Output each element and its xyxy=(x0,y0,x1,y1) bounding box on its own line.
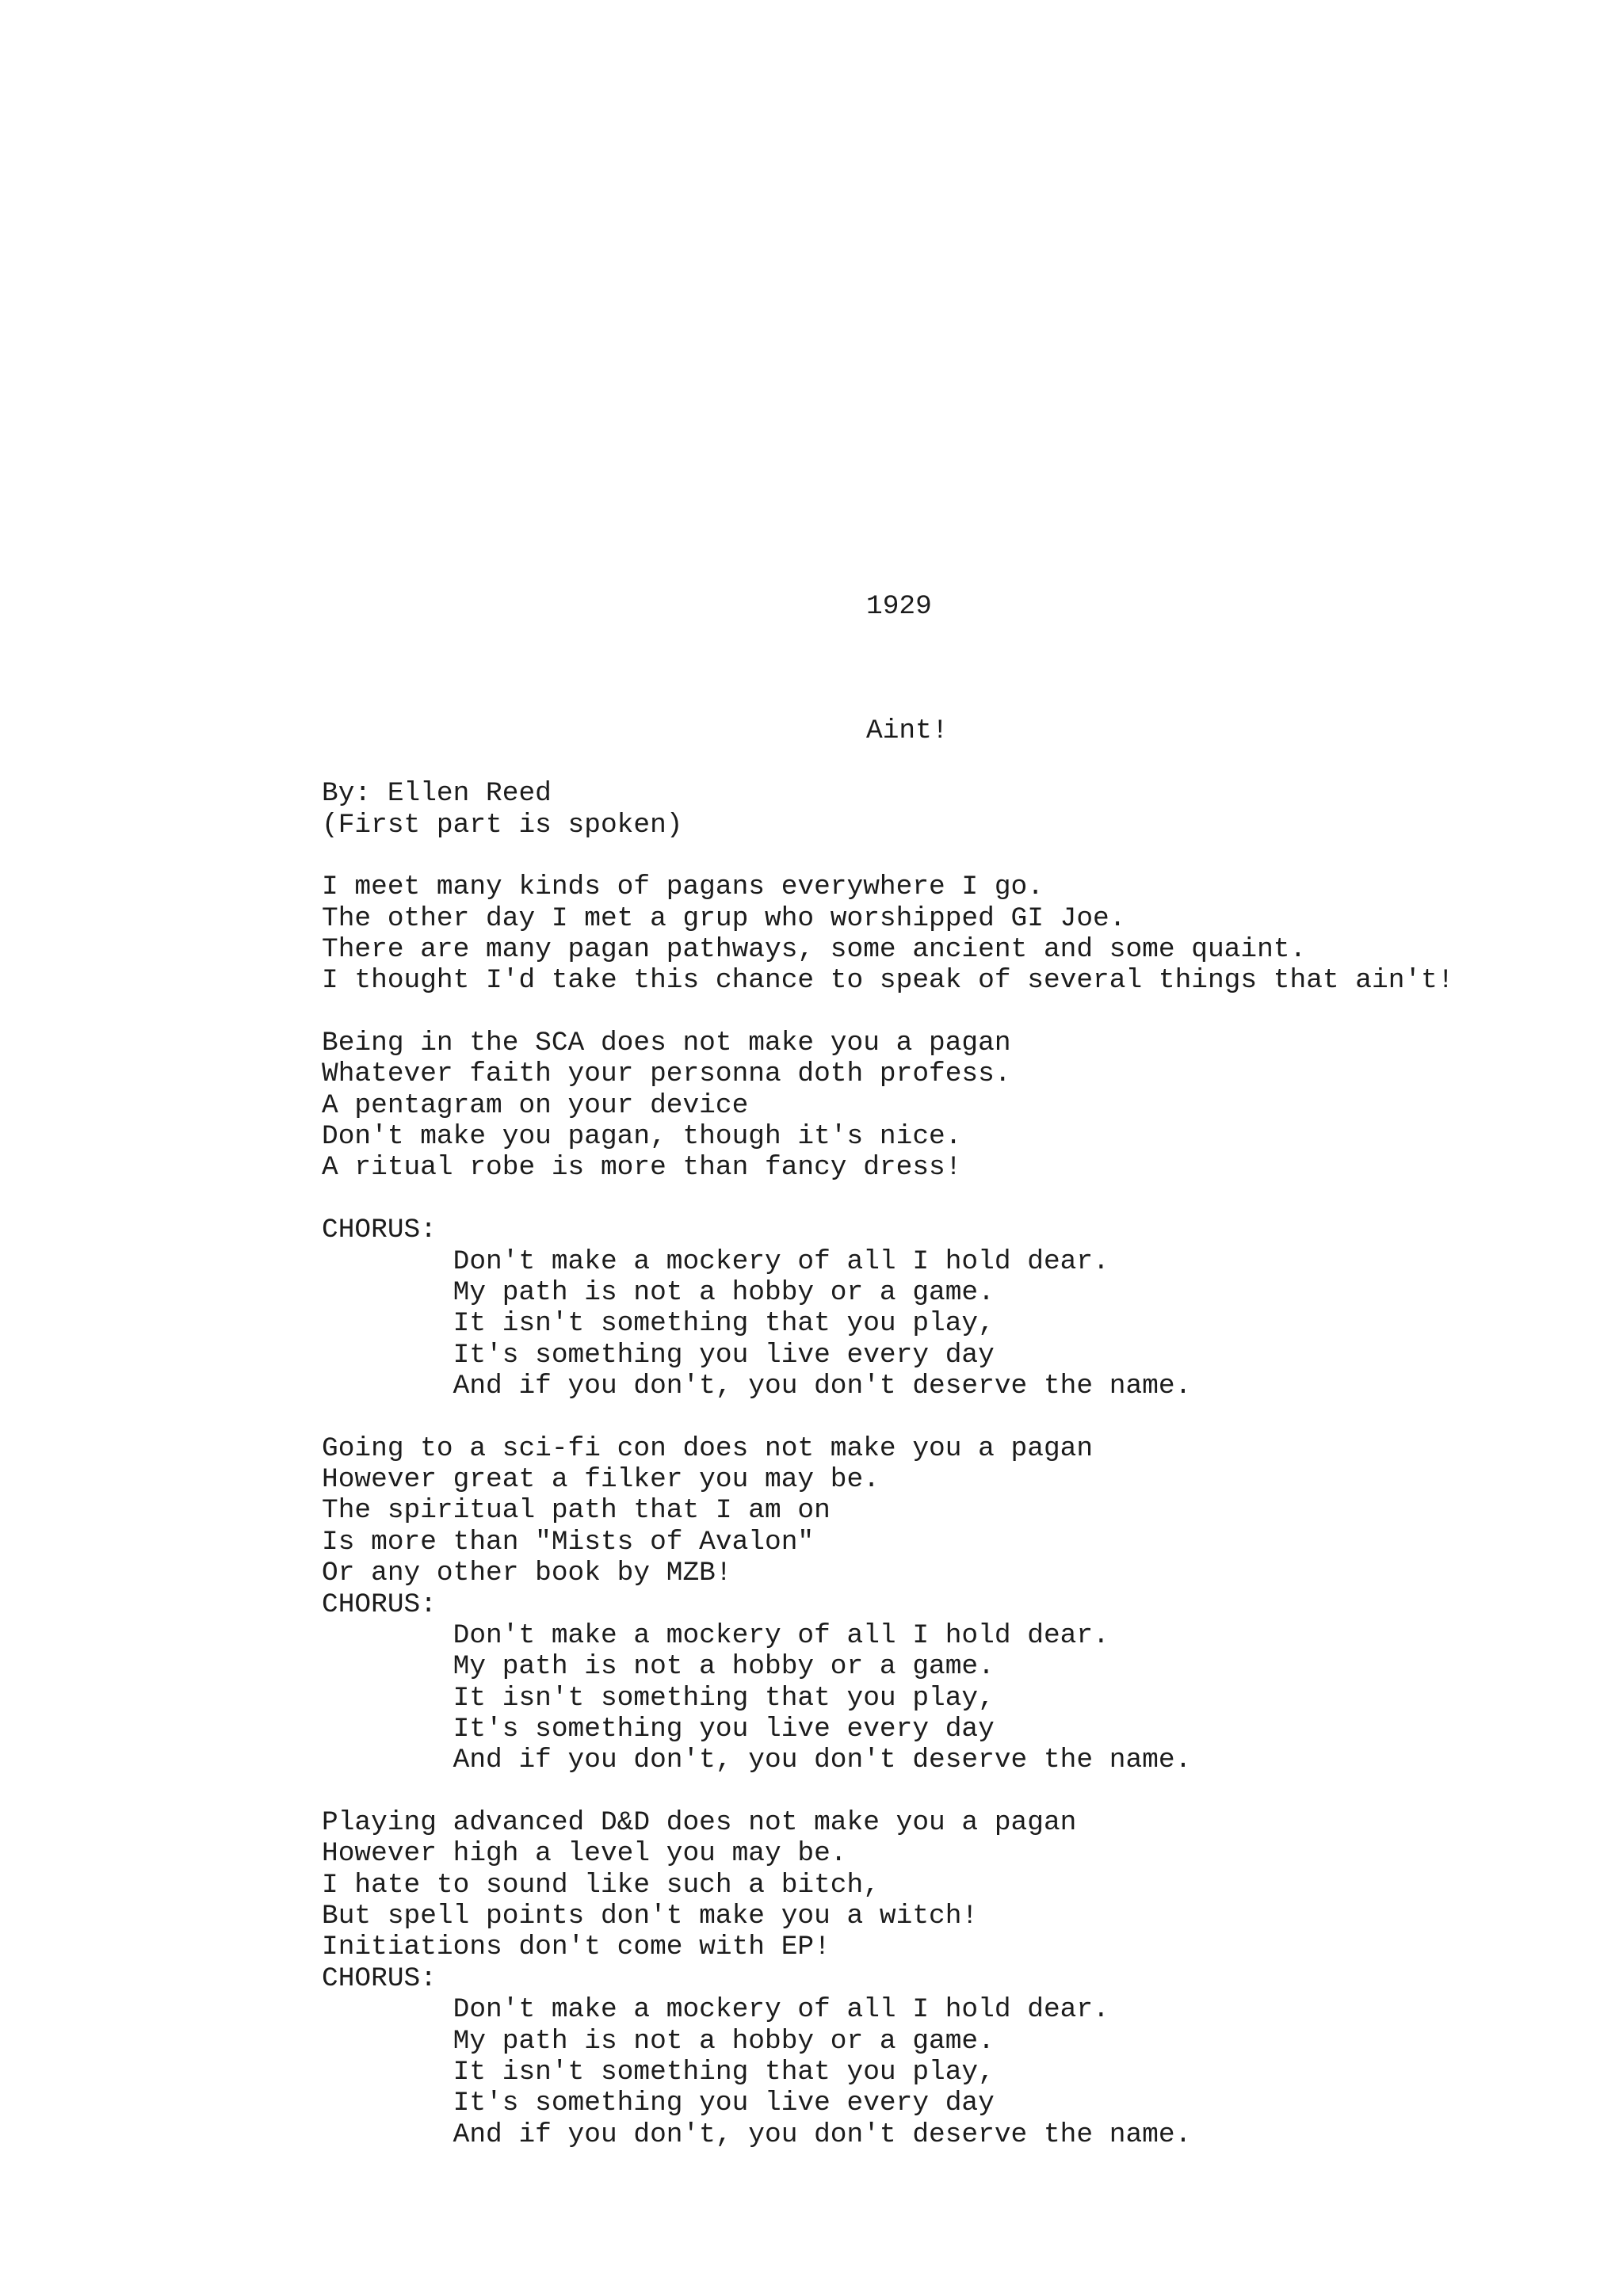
chorus-3 xyxy=(322,1994,1558,2150)
lyric-line: A pentagram on your device xyxy=(322,1089,749,1121)
chorus-line: And if you don't, you don't deserve the name. xyxy=(453,1370,1192,1402)
chorus-line: My path is not a hobby or a game. xyxy=(453,1276,995,1308)
byline: By: Ellen Reed xyxy=(322,778,552,810)
performance-note: (First part is spoken) xyxy=(322,809,683,841)
chorus-line: It isn't something that you play, xyxy=(453,1682,995,1714)
verse-3 xyxy=(322,1807,1558,1963)
lyric-line: Playing advanced D&D does not make you a pagan xyxy=(322,1807,1077,1839)
lyric-line: But spell points don't make you a witch! xyxy=(322,1901,979,1932)
lyric-line: There are many pagan pathways, some ancient and some quaint. xyxy=(322,933,1307,965)
lyric-line: I hate to sound like such a bitch, xyxy=(322,1869,880,1901)
lyric-line: Going to a sci-fi con does not make you a pagan xyxy=(322,1432,1094,1464)
lyric-line: Being in the SCA does not make you a pagan xyxy=(322,1028,1011,1059)
lyric-line: Whatever faith your personna doth profess. xyxy=(322,1058,1011,1090)
lyrics-sheet xyxy=(322,591,1558,2150)
lyric-line: Initiations don't come with EP! xyxy=(322,1932,831,1963)
page-number: 1929 xyxy=(866,591,932,622)
song-title: Aint! xyxy=(866,715,949,747)
lyric-line: However great a filker you may be. xyxy=(322,1464,880,1496)
chorus-line: It isn't something that you play, xyxy=(453,1308,995,1340)
line-gap xyxy=(322,1184,1558,1215)
intro-stanza xyxy=(322,871,1558,996)
lyric-line: The spiritual path that I am on xyxy=(322,1495,831,1527)
lyric-line: The other day I met a grup who worshipped GI Joe. xyxy=(322,902,1126,934)
line-gap xyxy=(322,747,1558,778)
line-gap xyxy=(322,841,1558,871)
lyric-line: Don't make you pagan, though it's nice. xyxy=(322,1121,962,1153)
line-gap xyxy=(322,622,1558,653)
lyric-line: A ritual robe is more than fancy dress! xyxy=(322,1152,962,1184)
verse-2 xyxy=(322,1433,1558,1589)
line-gap xyxy=(322,654,1558,685)
chorus-label: CHORUS: xyxy=(322,1589,437,1620)
line-gap xyxy=(322,1776,1558,1807)
lyric-line: I meet many kinds of pagans everywhere I go. xyxy=(322,871,1044,903)
chorus-line: My path is not a hobby or a game. xyxy=(453,2025,995,2057)
chorus-label: CHORUS: xyxy=(322,1215,437,1246)
lyric-line: Is more than "Mists of Avalon" xyxy=(322,1526,815,1558)
chorus-label: CHORUS: xyxy=(322,1962,437,1994)
chorus-line: It's something you live every day xyxy=(453,1339,995,1371)
chorus-line: It's something you live every day xyxy=(453,2088,995,2119)
line-gap xyxy=(322,1402,1558,1432)
chorus-line: Don't make a mockery of all I hold dear. xyxy=(453,1245,1109,1277)
chorus-line: And if you don't, you don't deserve the name. xyxy=(453,2119,1192,2150)
chorus-line: Don't make a mockery of all I hold dear. xyxy=(453,1994,1109,2026)
chorus-line: It's something you live every day xyxy=(453,1713,995,1745)
verse-1 xyxy=(322,1028,1558,1184)
chorus-1 xyxy=(322,1246,1558,1402)
chorus-line: And if you don't, you don't deserve the name. xyxy=(453,1745,1192,1776)
chorus-2 xyxy=(322,1620,1558,1776)
line-gap xyxy=(322,685,1558,715)
chorus-line: It isn't something that you play, xyxy=(453,2056,995,2088)
lyric-line: Or any other book by MZB! xyxy=(322,1558,732,1589)
chorus-line: Don't make a mockery of all I hold dear. xyxy=(453,1619,1109,1651)
chorus-line: My path is not a hobby or a game. xyxy=(453,1651,995,1683)
line-gap xyxy=(322,997,1558,1028)
lyric-line: I thought I'd take this chance to speak of several things that ain't! xyxy=(322,965,1454,997)
lyric-line: However high a level you may be. xyxy=(322,1838,847,1870)
